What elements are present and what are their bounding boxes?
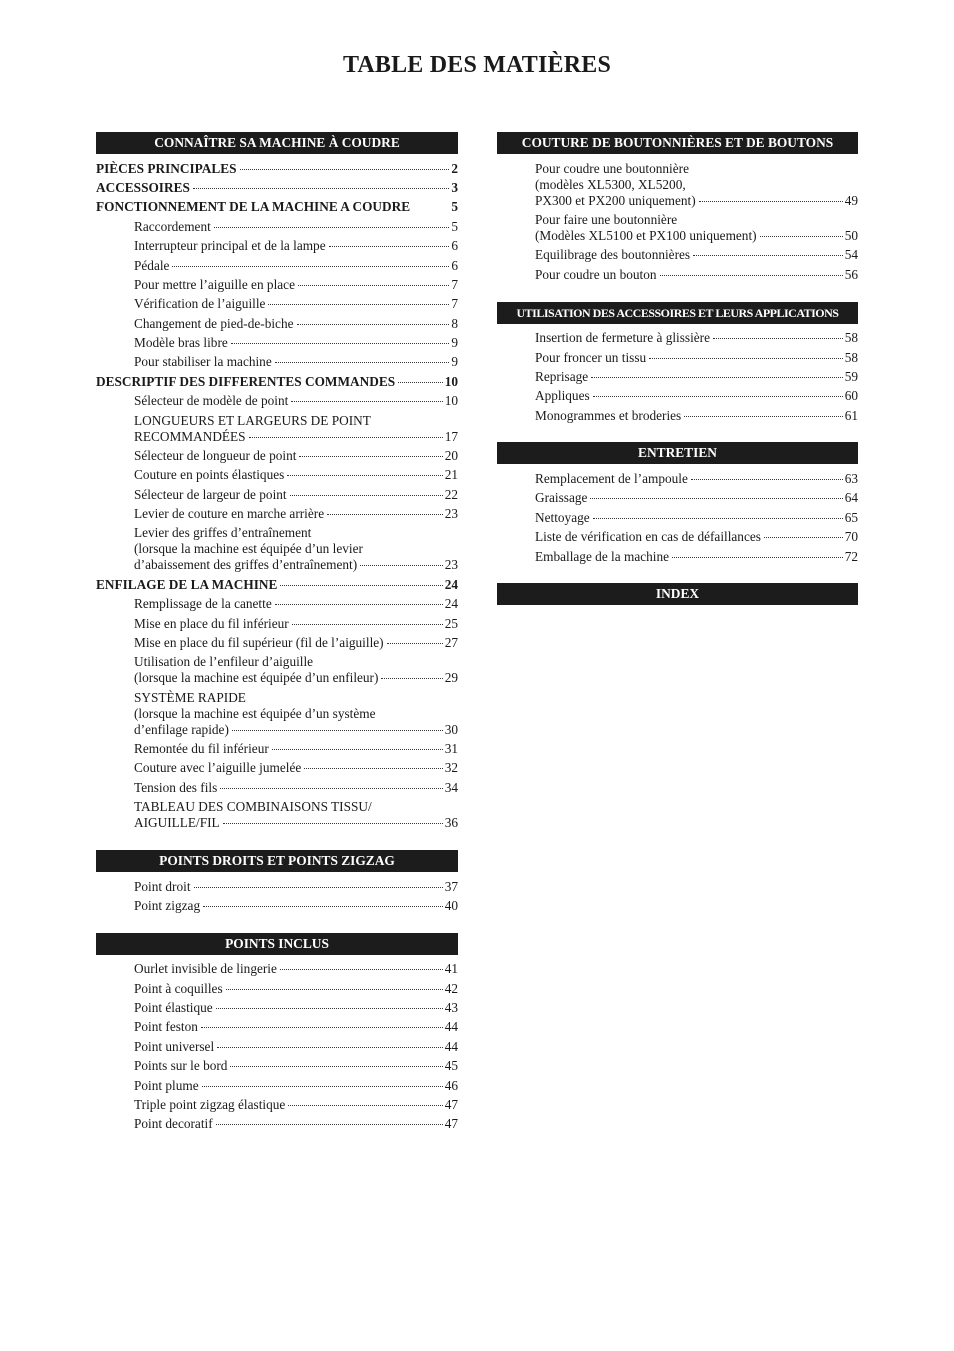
toc-entry-leader	[299, 456, 442, 457]
toc-entry-leader	[249, 437, 443, 438]
toc-entry-leader	[202, 1086, 443, 1087]
toc-entry-leader	[220, 788, 442, 789]
toc-entry-leader	[232, 730, 443, 731]
toc-entry[interactable]	[96, 178, 458, 197]
toc-entry-leader	[230, 1066, 442, 1067]
toc-entry-line: Levier des griffes d’entraînement	[134, 525, 312, 541]
section-header: INDEX	[497, 583, 858, 605]
toc-entry-leader	[268, 304, 449, 305]
toc-entry-leader	[291, 401, 442, 402]
toc-entry-label: d’enfilage rapide)	[134, 721, 229, 737]
toc-entry-line: Utilisation de l’enfileur d’aiguille	[134, 654, 314, 670]
section-header: UTILISATION DES ACCESSOIRES ET LEURS APPLICATIONS	[497, 302, 858, 324]
toc-entry-page: 58	[844, 330, 858, 346]
toc-entry-line: TABLEAU DES COMBINAISONS TISSU/	[134, 799, 372, 815]
toc-entry-label: Remplissage de la canette	[134, 596, 272, 612]
toc-entry-leader	[764, 537, 843, 538]
toc-entry-label: Point droit	[134, 878, 191, 894]
toc-entry-page: 24	[444, 576, 458, 592]
toc-entry-page: 54	[844, 247, 858, 263]
section-header: CONNAÎTRE SA MACHINE À COUDRE	[96, 132, 458, 154]
toc-entry-leader	[398, 382, 443, 383]
toc-entry-leader	[329, 246, 450, 247]
toc-entry-page: 61	[844, 407, 858, 423]
toc-entry[interactable]	[96, 256, 458, 275]
toc-entry-leader	[360, 565, 443, 566]
toc-entry-leader	[231, 343, 450, 344]
toc-entry-label: Pédale	[134, 257, 170, 273]
toc-entry-label: DESCRIPTIF DES DIFFERENTES COMMANDES	[96, 373, 396, 389]
toc-entry-page: 5	[451, 218, 458, 234]
toc-entry-label: ENFILAGE DE LA MACHINE	[96, 576, 278, 592]
toc-entry-page: 45	[444, 1058, 458, 1074]
toc-entry-label: AIGUILLE/FIL	[134, 815, 220, 831]
toc-entry-page: 32	[444, 760, 458, 776]
toc-entry-page: 46	[444, 1077, 458, 1093]
toc-entry-leader	[288, 1105, 442, 1106]
toc-entry-page: 58	[844, 349, 858, 365]
toc-entry-label: Couture avec l’aiguille jumelée	[134, 760, 302, 776]
toc-entry-line: Pour faire une boutonnière	[535, 212, 678, 228]
toc-entry-page: 34	[444, 779, 458, 795]
toc-entry-label: PIÈCES PRINCIPALES	[96, 160, 237, 176]
toc-entry[interactable]	[96, 1076, 458, 1095]
toc-entry-leader	[691, 479, 843, 480]
toc-entry-label: Pour froncer un tissu	[535, 349, 647, 365]
toc-entry-label: Mise en place du fil supérieur (fil de l’aiguille)	[134, 634, 384, 650]
toc-entry-page: 56	[844, 266, 858, 282]
toc-entry[interactable]	[497, 348, 858, 367]
toc-entry[interactable]	[134, 722, 458, 740]
toc-entry-label: Levier de couture en marche arrière	[134, 506, 325, 522]
toc-entry[interactable]	[134, 670, 458, 688]
toc-entry[interactable]	[96, 466, 458, 485]
toc-entry-leader	[216, 1124, 443, 1125]
toc-entry-page: 59	[844, 368, 858, 384]
toc-section	[497, 132, 858, 285]
toc-entry-line: SYSTÈME RAPIDE	[134, 689, 246, 705]
toc-entry-page: 5	[451, 199, 458, 215]
toc-entry[interactable]	[96, 759, 458, 778]
toc-entry[interactable]	[96, 485, 458, 504]
toc-entry[interactable]	[96, 575, 458, 594]
toc-entry-label: Emballage de la machine	[535, 548, 670, 564]
toc-entry-leader	[713, 338, 843, 339]
toc-entry[interactable]	[497, 489, 858, 508]
toc-entry-label: Interrupteur principal et de la lampe	[134, 238, 326, 254]
toc-entry[interactable]	[497, 265, 858, 284]
toc-entry-leader	[693, 255, 843, 256]
toc-entry-page: 70	[844, 529, 858, 545]
toc-entry-page: 50	[844, 228, 858, 244]
toc-entry-label: Pour mettre l’aiguille en place	[134, 276, 295, 292]
toc-entry-label: Point feston	[134, 1019, 198, 1035]
toc-entry-label: Point à coquilles	[134, 980, 223, 996]
toc-entry-list	[497, 159, 858, 285]
toc-entry-label: Graissage	[535, 490, 588, 506]
toc-entry-page: 47	[444, 1116, 458, 1132]
toc-entry-leader	[387, 643, 443, 644]
toc-entry-list	[497, 469, 858, 566]
toc-entry-page: 60	[844, 388, 858, 404]
toc-entry-multiline[interactable]	[96, 524, 458, 575]
toc-section	[497, 583, 858, 605]
toc-entry-label: (lorsque la machine est équipée d’un enfileur)	[134, 670, 379, 686]
toc-entry-label: Points sur le bord	[134, 1058, 228, 1074]
toc-entry-page: 31	[444, 741, 458, 757]
toc-entry-leader	[172, 266, 449, 267]
toc-entry-page: 44	[444, 1038, 458, 1054]
toc-entry-list	[497, 329, 858, 426]
toc-entry-line: (lorsque la machine est équipée d’un levier	[134, 541, 363, 557]
toc-entry-page: 6	[451, 238, 458, 254]
section-header: COUTURE DE BOUTONNIÈRES ET DE BOUTONS	[497, 132, 858, 154]
toc-entry-label: PX300 et PX200 uniquement)	[535, 192, 696, 208]
toc-entry[interactable]	[497, 367, 858, 386]
toc-entry-label: Triple point zigzag élastique	[134, 1096, 286, 1112]
toc-entry-page: 3	[451, 180, 458, 196]
toc-entry[interactable]	[96, 237, 458, 256]
toc-entry[interactable]	[96, 275, 458, 294]
toc-entry-label: Pour stabiliser la machine	[134, 354, 272, 370]
toc-entry[interactable]	[96, 739, 458, 758]
toc-entry-page: 41	[444, 961, 458, 977]
toc-entry-line: LONGUEURS ET LARGEURS DE POINT	[134, 412, 371, 428]
toc-entry[interactable]	[96, 1037, 458, 1056]
toc-entry-leader	[214, 227, 450, 228]
toc-entry-leader	[672, 557, 843, 558]
toc-entry[interactable]	[96, 159, 458, 178]
toc-entry-multiline[interactable]	[96, 798, 458, 833]
toc-entry-label: Point universel	[134, 1038, 215, 1054]
toc-entry-page: 22	[444, 486, 458, 502]
toc-section	[96, 132, 458, 833]
toc-entry-line: (lorsque la machine est équipée d’un système	[134, 705, 376, 721]
toc-entry-page: 30	[444, 721, 458, 737]
toc-entry-label: Remontée du fil inférieur	[134, 741, 269, 757]
toc-entry[interactable]	[497, 387, 858, 406]
toc-entry[interactable]	[96, 778, 458, 797]
toc-section	[96, 933, 458, 1134]
toc-entry-label: Nettoyage	[535, 509, 590, 525]
toc-section	[497, 442, 858, 566]
toc-entry-leader	[304, 768, 442, 769]
toc-entry-leader	[275, 604, 443, 605]
toc-entry-page: 72	[844, 548, 858, 564]
toc-entry-page: 29	[444, 670, 458, 686]
toc-entry-leader	[240, 169, 450, 170]
toc-entry-page: 9	[451, 354, 458, 370]
toc-entry-label: Insertion de fermeture à glissière	[535, 330, 711, 346]
toc-entry-label: Point plume	[134, 1077, 199, 1093]
toc-section	[497, 302, 858, 426]
toc-entry-page: 44	[444, 1019, 458, 1035]
toc-entry[interactable]	[96, 392, 458, 411]
toc-entry-page: 7	[451, 276, 458, 292]
toc-entry-leader	[217, 1047, 443, 1048]
toc-entry-label: (Modèles XL5100 et PX100 uniquement)	[535, 228, 757, 244]
toc-entry-label: Mise en place du fil inférieur	[134, 615, 289, 631]
toc-entry-list	[96, 159, 458, 833]
toc-entry-label: ACCESSOIRES	[96, 180, 190, 196]
toc-entry-leader	[226, 989, 443, 990]
toc-entry-label: Sélecteur de largeur de point	[134, 486, 287, 502]
toc-entry[interactable]	[96, 198, 458, 217]
toc-entry-label: Liste de vérification en cas de défaillances	[535, 529, 761, 545]
toc-entry[interactable]	[96, 595, 458, 614]
toc-entry[interactable]	[96, 877, 458, 896]
toc-entry-page: 23	[444, 557, 458, 573]
toc-entry-label: Couture en points élastiques	[134, 467, 285, 483]
toc-entry-leader	[292, 624, 443, 625]
toc-entry-page: 27	[444, 634, 458, 650]
toc-entry[interactable]	[96, 896, 458, 915]
toc-entry[interactable]	[96, 372, 458, 391]
toc-entry-page: 10	[444, 393, 458, 409]
toc-entry-leader	[591, 377, 843, 378]
toc-entry[interactable]	[96, 1018, 458, 1037]
toc-entry[interactable]	[96, 333, 458, 352]
toc-entry-label: Point élastique	[134, 1000, 213, 1016]
toc-entry-label: Appliques	[535, 388, 590, 404]
toc-entry-leader	[297, 324, 450, 325]
toc-entry-multiline[interactable]	[497, 159, 858, 210]
toc-entry-label: FONCTIONNEMENT DE LA MACHINE A COUDRE	[96, 199, 411, 215]
toc-entry-label: Sélecteur de modèle de point	[134, 393, 289, 409]
toc-entry-leader	[649, 358, 843, 359]
section-header: ENTRETIEN	[497, 442, 858, 464]
toc-entry-label: Sélecteur de longueur de point	[134, 447, 297, 463]
toc-entry-page: 21	[444, 467, 458, 483]
toc-entry-page: 6	[451, 257, 458, 273]
toc-entry-leader	[760, 236, 843, 237]
toc-entry-leader	[593, 396, 843, 397]
toc-entry[interactable]	[535, 193, 858, 211]
toc-entry-page: 20	[444, 447, 458, 463]
toc-entry-leader	[280, 969, 443, 970]
toc-entry[interactable]	[497, 469, 858, 488]
toc-entry-leader	[201, 1027, 443, 1028]
toc-entry-label: Reprisage	[535, 368, 589, 384]
toc-left-column	[96, 132, 458, 1151]
toc-entry-multiline[interactable]	[96, 411, 458, 446]
toc-entry[interactable]	[497, 406, 858, 425]
toc-entry-page: 43	[444, 1000, 458, 1016]
toc-entry-label: Monogrammes et broderies	[535, 407, 682, 423]
toc-entry-page: 37	[444, 878, 458, 894]
toc-entry[interactable]	[96, 633, 458, 652]
toc-entry[interactable]	[96, 1057, 458, 1076]
toc-entry-page: 65	[844, 509, 858, 525]
toc-entry[interactable]	[96, 960, 458, 979]
toc-entry[interactable]	[96, 504, 458, 523]
toc-entry-leader	[684, 416, 842, 417]
toc-entry-page: 63	[844, 471, 858, 487]
toc-entry[interactable]	[134, 429, 458, 447]
toc-entry-label: d’abaissement des griffes d’entraînement)	[134, 557, 358, 573]
section-header: POINTS INCLUS	[96, 933, 458, 955]
toc-entry-page: 42	[444, 980, 458, 996]
toc-entry-leader	[287, 475, 442, 476]
toc-entry-label: Pour coudre un bouton	[535, 266, 657, 282]
toc-entry-list	[96, 877, 458, 916]
toc-entry[interactable]	[96, 1095, 458, 1114]
toc-entry-leader	[298, 285, 449, 286]
toc-entry-label: Ourlet invisible de lingerie	[134, 961, 277, 977]
toc-entry-leader	[193, 188, 449, 189]
toc-entry-page: 47	[444, 1096, 458, 1112]
toc-entry-label: Raccordement	[134, 218, 211, 234]
toc-entry[interactable]	[535, 228, 858, 246]
toc-entry[interactable]	[134, 815, 458, 833]
toc-entry[interactable]	[134, 557, 458, 575]
toc-entry-leader	[275, 362, 450, 363]
toc-entry-list	[96, 960, 458, 1134]
toc-entry-leader	[203, 906, 443, 907]
toc-entry-leader	[216, 1008, 443, 1009]
toc-entry[interactable]	[96, 446, 458, 465]
toc-entry-line: Pour coudre une boutonnière	[535, 160, 689, 176]
toc-entry[interactable]	[497, 528, 858, 547]
toc-entry-page: 2	[451, 160, 458, 176]
toc-entry-leader	[699, 201, 843, 202]
toc-entry-page: 7	[451, 296, 458, 312]
page-title: TABLE DES MATIÈRES	[342, 52, 612, 78]
toc-entry-multiline[interactable]	[96, 653, 458, 688]
toc-entry-label: Equilibrage des boutonnières	[535, 247, 691, 263]
toc-entry-leader	[327, 514, 443, 515]
toc-entry-label: RECOMMANDÉES	[134, 428, 246, 444]
toc-entry-leader	[223, 823, 443, 824]
toc-entry-page: 49	[844, 192, 858, 208]
toc-right-column	[497, 132, 858, 622]
toc-entry-page: 10	[444, 373, 458, 389]
toc-entry[interactable]	[96, 353, 458, 372]
toc-entry-leader	[280, 585, 442, 586]
toc-entry-label: Point decoratif	[134, 1116, 213, 1132]
toc-entry-leader	[290, 495, 443, 496]
toc-entry-leader	[660, 275, 843, 276]
toc-entry-label: Remplacement de l’ampoule	[535, 471, 688, 487]
toc-entry-page: 36	[444, 815, 458, 831]
toc-entry-line: (modèles XL5300, XL5200,	[535, 176, 686, 192]
toc-entry[interactable]	[96, 614, 458, 633]
toc-entry[interactable]	[96, 295, 458, 314]
toc-entry-page: 23	[444, 506, 458, 522]
toc-entry[interactable]	[497, 547, 858, 566]
toc-entry[interactable]	[96, 1115, 458, 1134]
toc-entry-leader	[593, 518, 843, 519]
toc-entry-page: 8	[451, 315, 458, 331]
toc-entry-page: 40	[444, 897, 458, 913]
toc-entry[interactable]	[96, 314, 458, 333]
toc-entry-label: Point zigzag	[134, 897, 201, 913]
toc-entry-label: Vérification de l’aiguille	[134, 296, 266, 312]
toc-section	[96, 850, 458, 916]
toc-entry-multiline[interactable]	[96, 688, 458, 739]
toc-entry[interactable]	[96, 979, 458, 998]
toc-entry-multiline[interactable]	[497, 210, 858, 245]
toc-entry-page: 25	[444, 615, 458, 631]
toc-entry-page: 9	[451, 335, 458, 351]
toc-entry[interactable]	[96, 217, 458, 236]
toc-entry[interactable]	[96, 998, 458, 1017]
toc-entry-leader	[272, 749, 443, 750]
section-header: POINTS DROITS ET POINTS ZIGZAG	[96, 850, 458, 872]
toc-entry-leader	[590, 498, 842, 499]
toc-entry-page: 17	[444, 428, 458, 444]
toc-entry-page: 64	[844, 490, 858, 506]
toc-entry-label: Modèle bras libre	[134, 335, 228, 351]
toc-entry[interactable]	[497, 329, 858, 348]
toc-entry-leader	[381, 678, 442, 679]
toc-entry-label: Changement de pied-de-biche	[134, 315, 294, 331]
toc-entry-page: 24	[444, 596, 458, 612]
toc-entry[interactable]	[497, 246, 858, 265]
toc-entry-label: Tension des fils	[134, 779, 218, 795]
toc-entry-leader	[194, 887, 443, 888]
toc-entry[interactable]	[497, 508, 858, 527]
